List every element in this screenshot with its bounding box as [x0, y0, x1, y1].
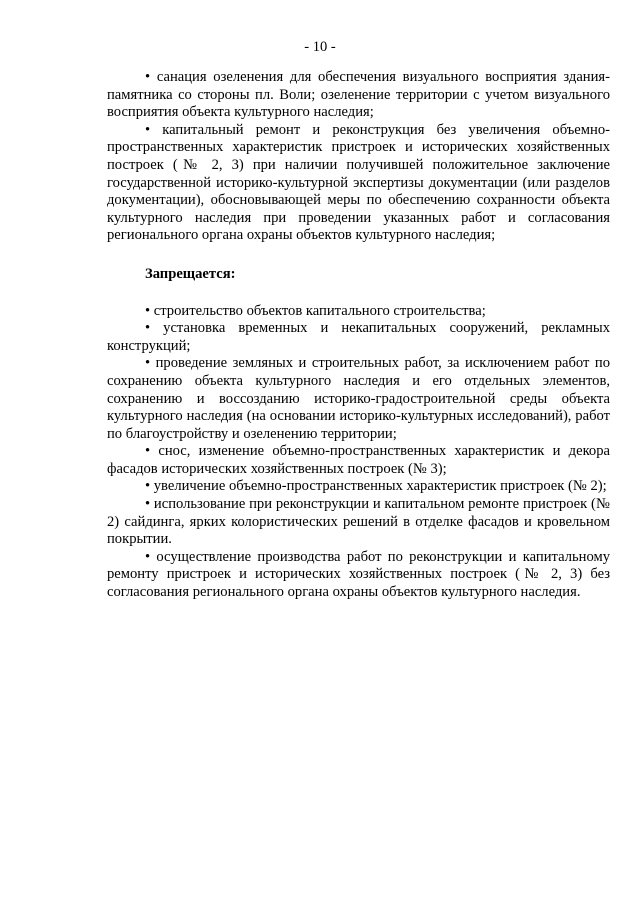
document-body — [107, 69, 610, 602]
list-item-prohibited: • снос, изменение объемно-пространственных характеристик и декора фасадов исторических хозяйственных построек (№ 3); — [107, 443, 610, 477]
page-number: - 10 - — [304, 39, 336, 55]
list-item-prohibited: • проведение земляных и строительных работ, за исключением работ по сохранению объекта культурного наследия и его отдельных элементов, сохранению и воссозданию историко-градостроительной среды объекта культурного наследия (на основании историко-культурных исследований), работ по благоустройству и озеленению территории; — [107, 355, 610, 442]
list-item-permitted: • капитальный ремонт и реконструкция без увеличения объемно-пространственных характеристик пристроек и исторических хозяйственных построек (№ 2, 3) при наличии получившей положительное заключение государственной историко-культурной экспертизы документации (или разделов документации), обосновывающей меры по обеспечению сохранности объекта культурного наследия при проведении указанных работ и согласования регионального органа охраны объектов культурного наследия; — [107, 121, 610, 244]
list-item-prohibited: • увеличение объемно-пространственных характеристик пристроек (№ 2); — [145, 478, 607, 495]
list-item-prohibited: • осуществление производства работ по реконструкции и капитальному ремонту пристроек и исторических хозяйственных построек (№ 2, 3) без согласования регионального органа охраны объектов культурного наследия. — [107, 548, 610, 601]
list-item-prohibited: • строительство объектов капитального строительства; — [145, 302, 486, 319]
list-item-prohibited: • установка временных и некапитальных сооружений, рекламных конструкций; — [107, 320, 610, 354]
list-item-prohibited: • использование при реконструкции и капитальном ремонте пристроек (№ 2) сайдинга, ярких колористических решений в отделке фасадов и кровельном покрытии. — [107, 496, 610, 548]
section-heading-prohibited: Запрещается: — [145, 265, 236, 282]
list-item-permitted: • санация озеленения для обеспечения визуального восприятия здания-памятника со стороны пл. Воли; озеленение территории с учетом визуального восприятия объекта культурного наследия; — [107, 69, 610, 121]
